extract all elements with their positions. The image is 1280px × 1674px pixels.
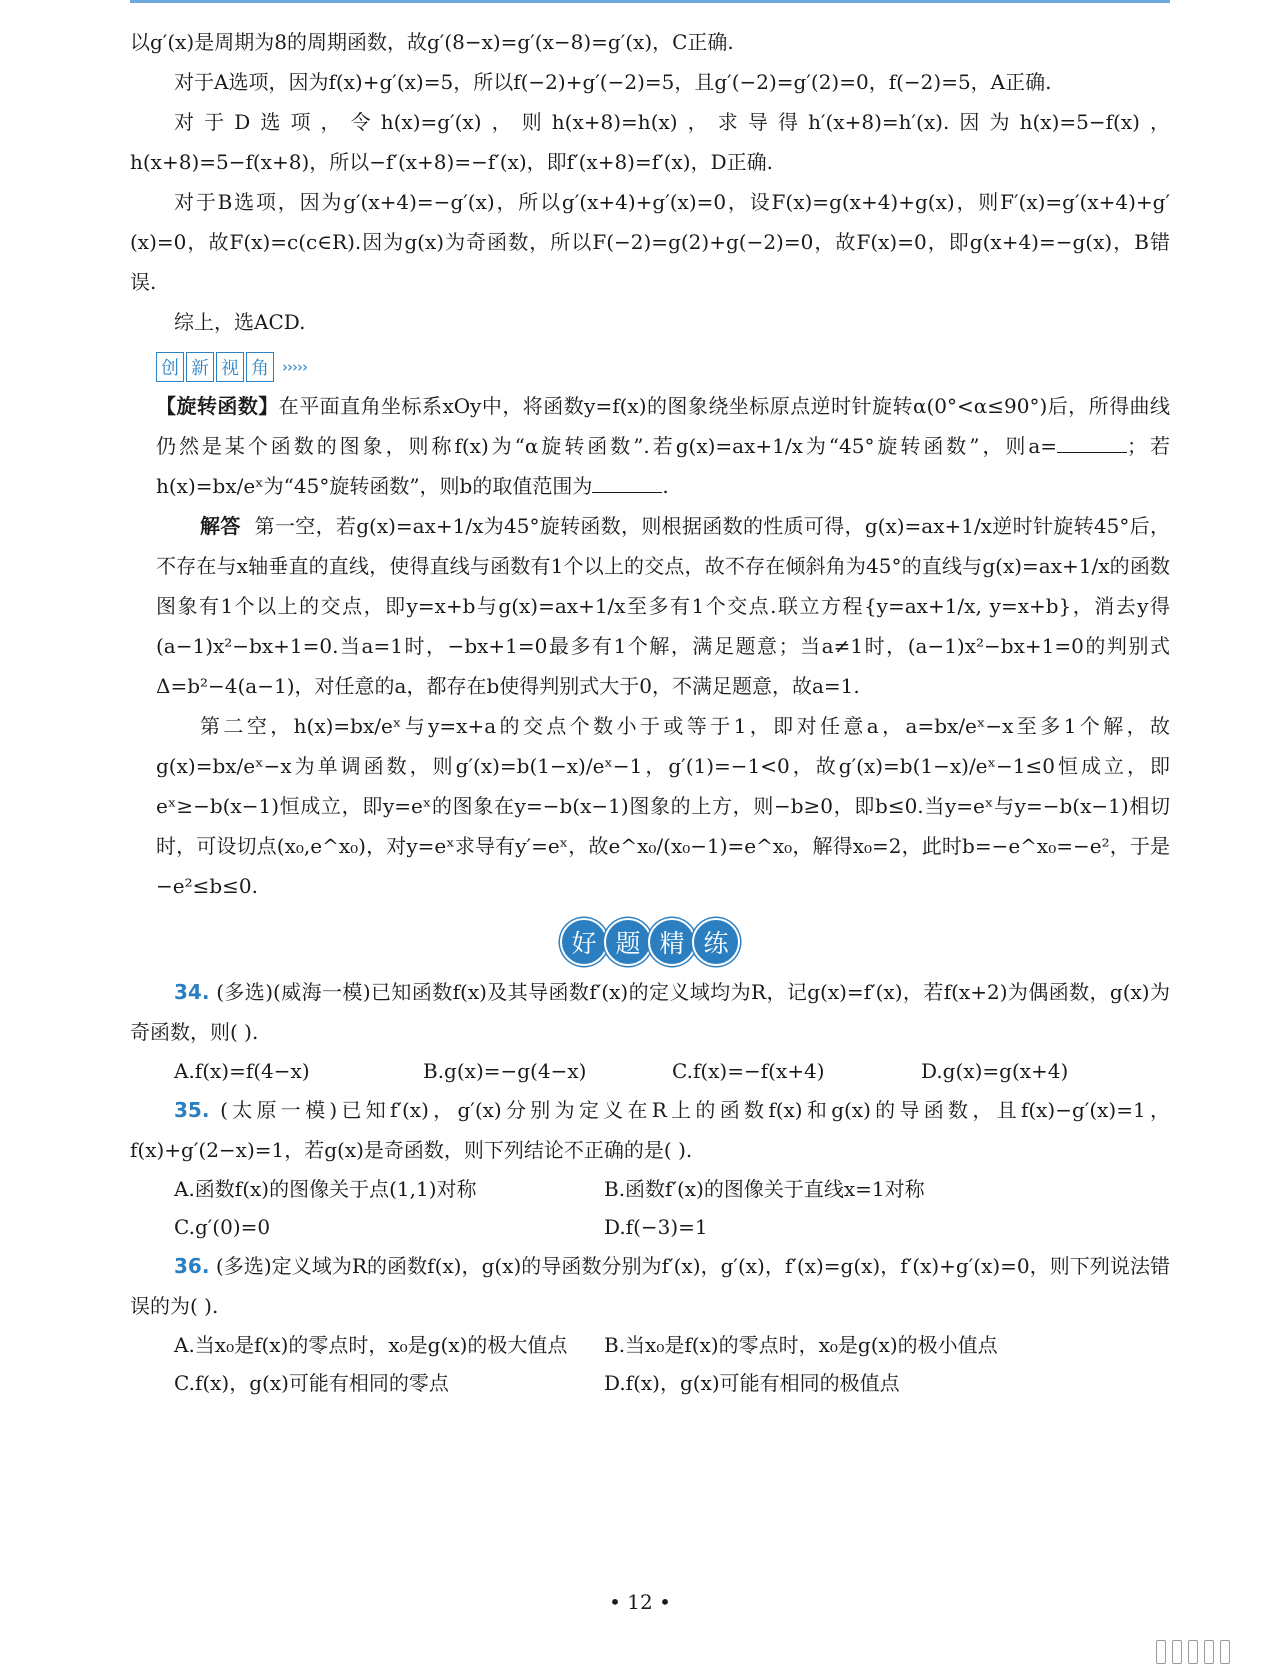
- page-strip-icon[interactable]: [1188, 1640, 1198, 1664]
- innovation-problem: [156, 386, 1170, 506]
- question-number: 34.: [174, 980, 210, 1004]
- answer-text-1: 第一空，若g(x)=ax+1/x为45°旋转函数，则根据函数的性质可得，g(x)=ax+1/x逆时针旋转45°后，不存在与x轴垂直的直线，使得直线与函数有1个以上的交点，故不存在倾斜角为45°的直线与g(x)=ax+1/x的函数图象有1个以上的交点，即y=x+b与g(x)=ax+1/x至多有1个交点.联立方程{y=ax+1/x, y=x+b}，消去y得(a−1)x²−bx+1=0.当a=1时，−bx+1=0最多有1个解，满足题意；当a≠1时，(a−1)x²−bx+1=0的判别式Δ=b²−4(a−1)，对任意的a，都存在b使得判别式大于0，不满足题意，故a=1.: [156, 514, 1170, 698]
- problem-end: .: [662, 474, 669, 498]
- practice-heading: [130, 918, 1170, 966]
- option-b: B.g(x)=−g(4−x): [423, 1059, 587, 1083]
- question-text: (多选)定义域为R的函数f(x)，g(x)的导函数分别为f′(x)，g′(x)，f′(x)=g(x)，f′(x)+g′(x)=0，则下列说法错误的为( ).: [130, 1254, 1171, 1318]
- question-stem: [130, 1090, 1170, 1170]
- solution-conclusion: 综上，选ACD.: [174, 310, 306, 334]
- option-d: D.g(x)=g(x+4): [921, 1059, 1069, 1083]
- option-c: C.f(x)=−f(x+4): [672, 1059, 825, 1083]
- option-c: C.f(x)，g(x)可能有相同的零点: [174, 1371, 449, 1395]
- question-36: [130, 1246, 1170, 1402]
- innovation-section: [156, 386, 1170, 906]
- banner-char: 视: [216, 352, 244, 382]
- option-a: A.当x₀是f(x)的零点时，x₀是g(x)的极大值点: [174, 1333, 568, 1357]
- question-stem: [130, 972, 1170, 1052]
- banner-char: 角: [246, 352, 274, 382]
- page-number: • 12 •: [609, 1590, 671, 1614]
- option-d: D.f(−3)=1: [604, 1215, 708, 1239]
- solution-line-c: 以g′(x)是周期为8的周期函数，故g′(8−x)=g′(x−8)=g′(x)，C正确.: [130, 30, 734, 54]
- option-a: A.函数f(x)的图像关于点(1,1)对称: [174, 1177, 477, 1201]
- answer-blank: [592, 474, 662, 493]
- options-row: [174, 1052, 1170, 1090]
- heading-char: 好: [560, 918, 608, 966]
- problem-text-1: 在平面直角坐标系xOy中，将函数y=f(x)的图象绕坐标原点逆时针旋转α(0°<α≤90°)后，所得曲线仍然是某个函数的图象，则称f(x)为“α旋转函数”.若g(x)=ax+1/x为“45°旋转函数”，则a=: [156, 394, 1171, 458]
- answer-blank: [1057, 434, 1127, 453]
- page-strip-icon[interactable]: [1204, 1640, 1214, 1664]
- viewer-controls[interactable]: [1156, 1640, 1230, 1664]
- page-strip-icon[interactable]: [1172, 1640, 1182, 1664]
- problem-text-2: ；若h(x)=bx/eˣ为“45°旋转函数”，则b的取值范围为: [156, 434, 1171, 498]
- page-strip-icon[interactable]: [1220, 1640, 1230, 1664]
- option-d: D.f(x)，g(x)可能有相同的极值点: [604, 1371, 900, 1395]
- solution-line-d: 对于D选项，令h(x)=g′(x)，则h(x+8)=h(x)，求导得h′(x+8)=h′(x).因为h(x)=5−f(x)，h(x+8)=5−f(x+8)，所以−f′(x+8)=−f′(x)，即f′(x+8)=f′(x)，D正确.: [130, 110, 1170, 174]
- options-row: [174, 1364, 1170, 1402]
- answer-label: 解答: [200, 514, 241, 538]
- answer-paragraph-2: 第二空，h(x)=bx/eˣ与y=x+a的交点个数小于或等于1，即对任意a，a=bx/eˣ−x至多1个解，故g(x)=bx/eˣ−x为单调函数，则g′(x)=b(1−x)/eˣ−1，g′(1)=−1<0，故g′(x)=b(1−x)/eˣ−1≤0恒成立，即eˣ≥−b(x−1)恒成立，即y=eˣ的图象在y=−b(x−1)图象的上方，则−b≥0，即b≤0.当y=eˣ与y=−b(x−1)相切时，可设切点(x₀,e^x₀)，对y=eˣ求导有y′=eˣ，故e^x₀/(x₀−1)=e^x₀，解得x₀=2，此时b=−e^x₀=−e²，于是−e²≤b≤0.: [156, 714, 1170, 898]
- problem-title: 【旋转函数】: [156, 394, 279, 418]
- option-b: B.函数f′(x)的图像关于直线x=1对称: [604, 1177, 925, 1201]
- heading-char: 精: [648, 918, 696, 966]
- banner-char: 创: [156, 352, 184, 382]
- options-row: [174, 1170, 1170, 1208]
- solution-line-a: 对于A选项，因为f(x)+g′(x)=5，所以f(−2)+g′(−2)=5，且g′(−2)=g′(2)=0，f(−2)=5，A正确.: [174, 70, 1052, 94]
- option-b: B.当x₀是f(x)的零点时，x₀是g(x)的极小值点: [604, 1333, 998, 1357]
- heading-char: 题: [604, 918, 652, 966]
- chevrons-icon: ›››››: [282, 358, 307, 376]
- page-content: [130, 22, 1170, 1402]
- options-row: [174, 1326, 1170, 1364]
- top-rule: [130, 0, 1170, 3]
- options-row: [174, 1208, 1170, 1246]
- question-number: 36.: [174, 1254, 210, 1278]
- question-text: (太原一模)已知f′(x)，g′(x)分别为定义在R上的函数f(x)和g(x)的导函数，且f(x)−g′(x)=1，f(x)+g′(2−x)=1，若g(x)是奇函数，则下列结论不正确的是( ).: [130, 1098, 1170, 1162]
- option-a: A.f(x)=f(4−x): [174, 1059, 310, 1083]
- question-stem: [130, 1246, 1170, 1326]
- page-strip-icon[interactable]: [1156, 1640, 1166, 1664]
- question-number: 35.: [174, 1098, 210, 1122]
- question-35: [130, 1090, 1170, 1246]
- option-c: C.g′(0)=0: [174, 1215, 271, 1239]
- banner-char: 新: [186, 352, 214, 382]
- answer-paragraph-1: [156, 506, 1170, 706]
- question-34: [130, 972, 1170, 1090]
- solution-line-b: 对于B选项，因为g′(x+4)=−g′(x)，所以g′(x+4)+g′(x)=0，设F(x)=g(x+4)+g(x)，则F′(x)=g′(x+4)+g′(x)=0，故F(x)=c(c∈R).因为g(x)为奇函数，所以F(−2)=g(2)+g(−2)=0，故F(x)=0，即g(x+4)=−g(x)，B错误.: [130, 190, 1170, 294]
- question-text: (多选)(威海一模)已知函数f(x)及其导函数f′(x)的定义域均为R，记g(x)=f′(x)，若f(x+2)为偶函数，g(x)为奇函数，则( ).: [130, 980, 1170, 1044]
- heading-char: 练: [692, 918, 740, 966]
- innovation-banner: [156, 350, 1170, 384]
